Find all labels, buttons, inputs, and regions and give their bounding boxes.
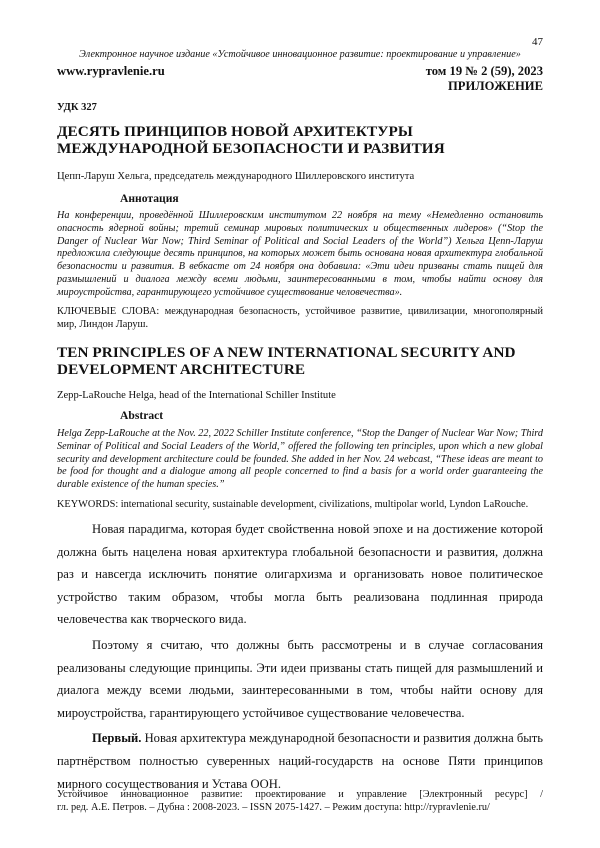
section-label: ПРИЛОЖЕНИЕ: [448, 78, 543, 93]
title-ru: ДЕСЯТЬ ПРИНЦИПОВ НОВОЙ АРХИТЕКТУРЫ МЕЖДУНАРОДНОЙ БЕЗОПАСНОСТИ И РАЗВИТИЯ: [57, 123, 445, 157]
journal-name: Электронное научное издание «Устойчивое инновационное развитие: проектирование и управление»: [79, 49, 521, 60]
citation-footer: [57, 788, 543, 814]
keywords-ru: КЛЮЧЕВЫЕ СЛОВА: международная безопасность, устойчивое развитие, цивилизации, многополярный мир, Линдон Ларуш.: [57, 306, 543, 330]
volume-number: том 19 № 2 (59), 2023: [425, 64, 543, 78]
page-number: 47: [532, 36, 543, 48]
citation-line-1: Устойчивое инновационное развитие: проектирование и управление [Электронный ресурс] /: [57, 789, 543, 800]
citation-line-2: гл. ред. А.Е. Петров. – Дубна : 2008-2023. – ISSN 2075-1427. – Режим доступа: http://rypravlenie.ru/: [57, 802, 490, 813]
udk-code: УДК 327: [57, 102, 97, 113]
principle-label: Первый.: [92, 731, 142, 746]
website-link[interactable]: www.rypravlenie.ru: [57, 64, 165, 78]
abstract-text-ru: На конференции, проведённой Шиллеровским институтом 22 ноября на тему «Немедленно остановить опасность ядерной войны; третий семинар мировых политических и общественных лидеров» (“Stop the Danger of Nuclear War Now; Third Seminar of Political and Social Leaders of the World”) Хельга Цепп-Ларуш предложила следующие десять принципов, на которых может быть основана новая архитектура глобальной безопасности и развития. В вебкасте от 24 ноября она добавила: «Эти идеи призваны стать пищей для размышлений и диалога между всеми людьми, заинтересованными в том, чтобы найти основу для мироустройства, гарантирующего устойчивое существование человечества».: [57, 210, 543, 298]
paragraph-1: Новая парадигма, которая будет свойственна новой эпохе и на достижение которой должна быть нацелена новая архитектура глобальной безопасности и развития, должна раз и навсегда исключить понятие олигархизма и организовать новое политическое устройство таким образом, чтобы могла быть реализована подлинная природа человечества как творческого вида.: [57, 522, 543, 627]
author-ru: Цепп-Ларуш Хельга, председатель международного Шиллеровского института: [57, 171, 415, 182]
title-en: TEN PRINCIPLES OF A NEW INTERNATIONAL SECURITY AND DEVELOPMENT ARCHITECTURE: [57, 344, 516, 378]
principle-text: Новая архитектура международной безопасности и развития должна быть партнёрством полностью суверенных наций-государств на основе Пяти принципов мирного сосуществования и Устава ООН.: [57, 731, 543, 791]
paragraph-2: Поэтому я считаю, что должны быть рассмотрены и в случае согласования реализованы следующие принципы. Эти идеи призваны стать пищей для размышлений и диалога между всеми людьми, заинтересованными в том, чтобы найти основу для мироустройства, гарантирующего устойчивое существование человечества.: [57, 637, 543, 720]
abstract-heading-en: Abstract: [120, 409, 164, 422]
abstract-heading-ru: Аннотация: [120, 192, 179, 205]
author-en: Zepp-LaRouche Helga, head of the International Schiller Institute: [57, 390, 336, 401]
abstract-text-en: Helga Zepp-LaRouche at the Nov. 22, 2022 Schiller Institute conference, “Stop the Danger of Nuclear War Now; Third Seminar of Political and Social Leaders of the World,” offered the following ten principles, upon which a new global security and development architecture could be founded. She added in her Nov. 24 webcast, “These ideas are meant to be food for thought and a dialogue among all people concerned to find a basis for a world order guaranteeing the durable existence of the human species.”: [57, 428, 543, 491]
body-text: [57, 518, 543, 798]
volume-info: [426, 64, 543, 93]
keywords-en: KEYWORDS: international security, sustainable development, civilizations, multipolar world, Lyndon LaRouche.: [57, 499, 529, 510]
paragraph-3: [57, 727, 543, 795]
